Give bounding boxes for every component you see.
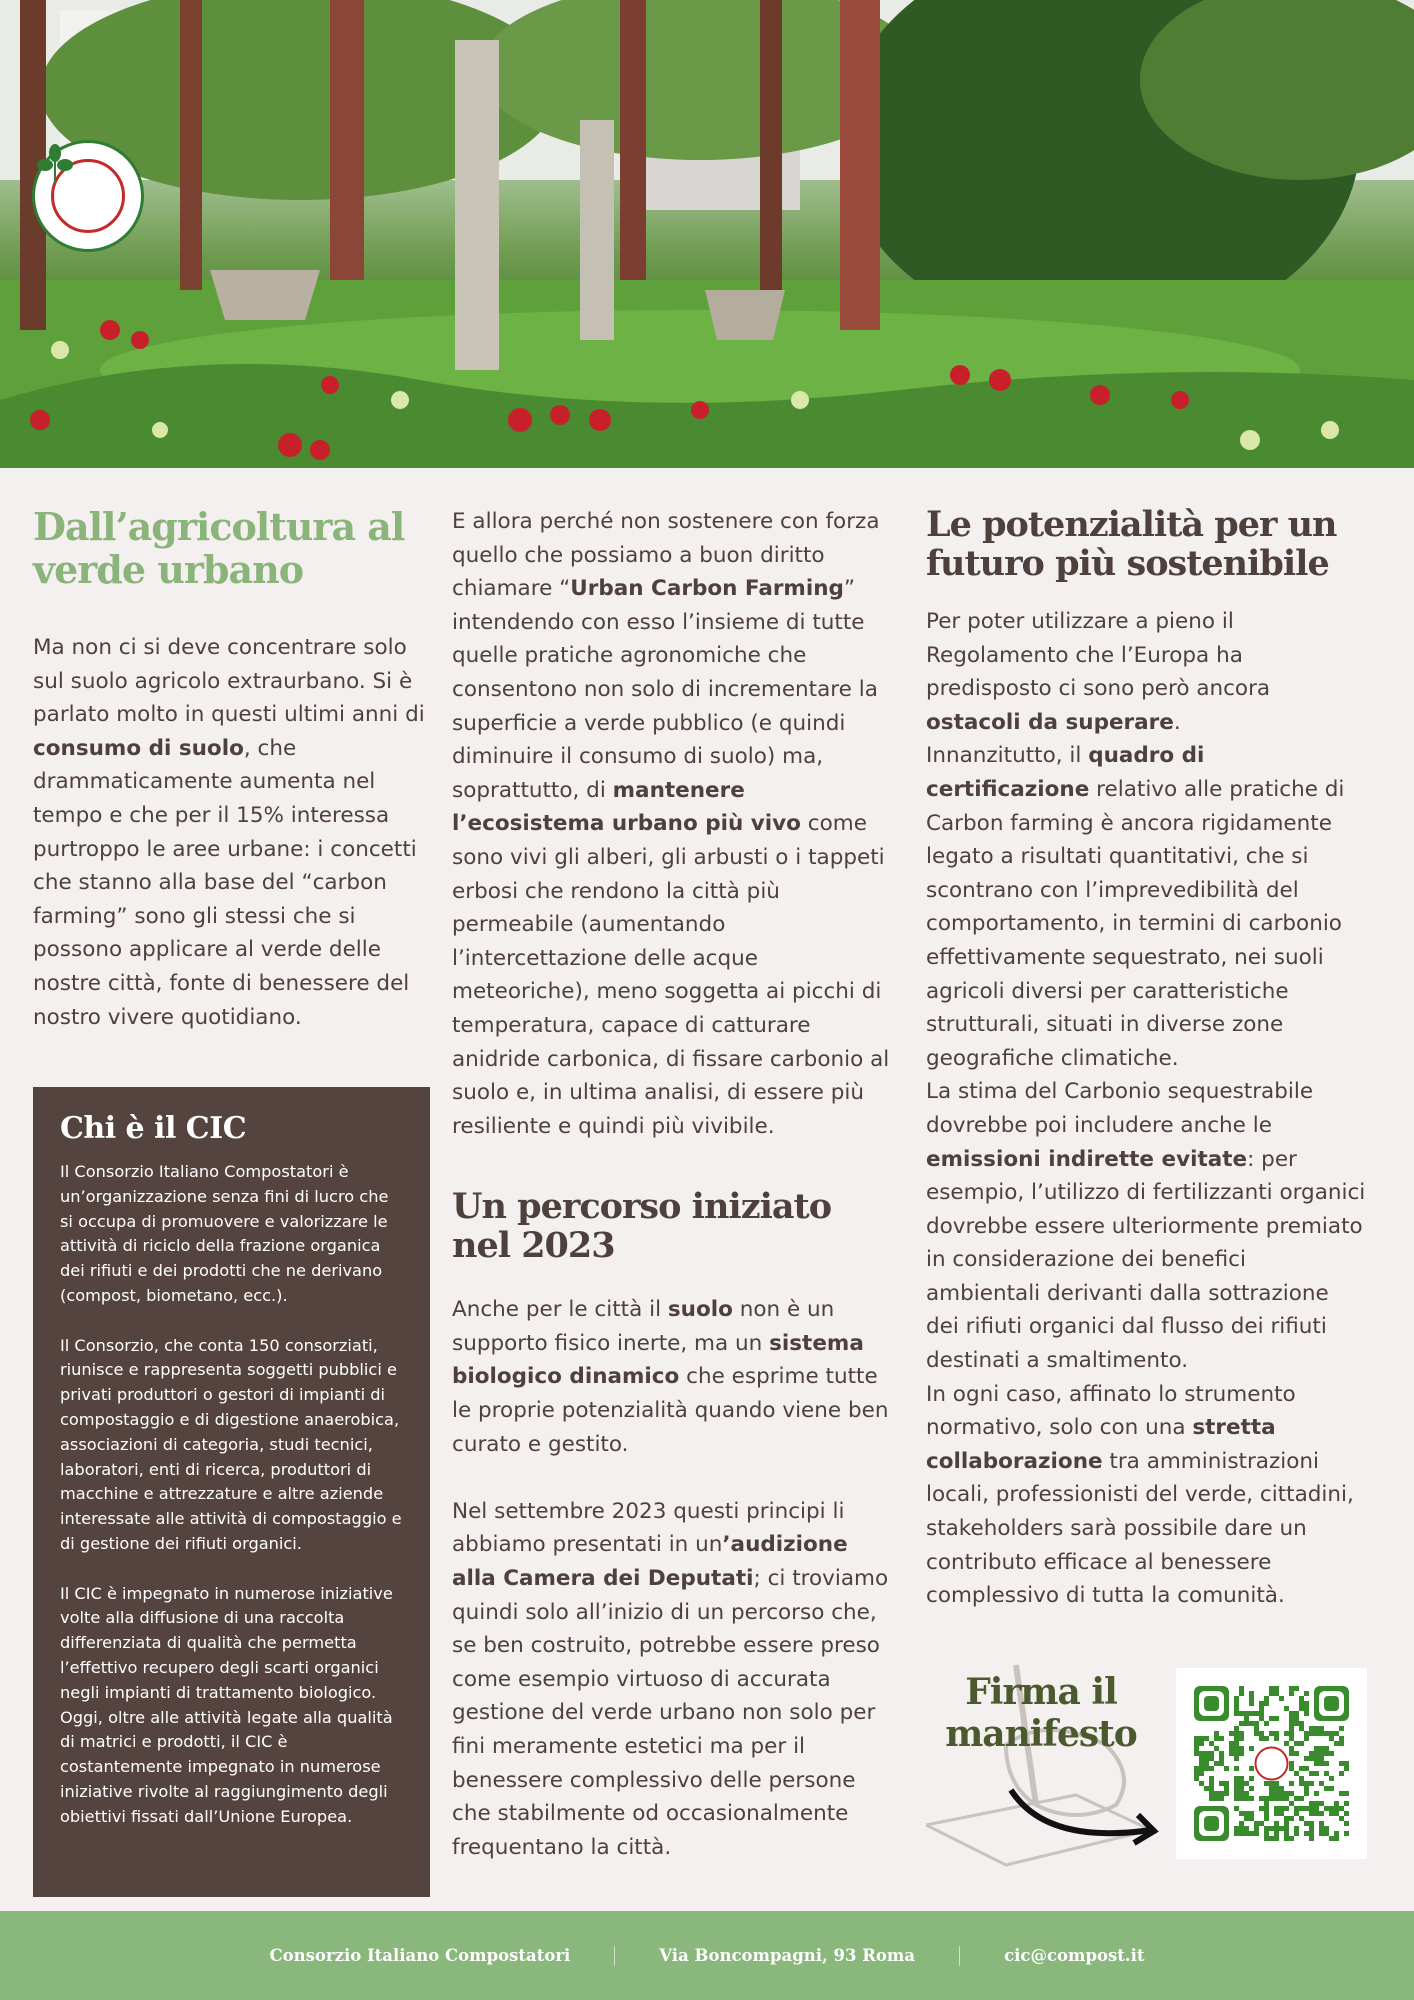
paragraph-urban-carbon-farming: E allora perché non sostenere con forza quello che possiamo a buon diritto chiamare “Urban Carbon Farming” intendendo con esso l’insieme di tutte quelle pratiche agronomiche che consentono non solo di incrementare la superficie a verde pubblico (e quindi diminuire il consumo di suolo) ma, soprattutto, di mantenere l’ecosistema urbano più vivo come sono vivi gli alberi, gli arbusti o i tappeti erbosi che rendono la città più permeabile (aumentando l’intercettazione delle acque meteoriche), meno soggetta ai picchi di temperatura, capace di catturare anidride carbonica, di fissare carbonio al suolo e, in ultima analisi, di essere più resiliente e quindi più vivibile. (452, 509, 890, 1139)
footer-organization: Consorzio Italiano Compostatori (269, 1946, 571, 1965)
cic-logo (32, 140, 144, 252)
bold-text: quadro di certificazione (926, 743, 1205, 802)
garden-illustration (0, 0, 1414, 468)
cic-paragraph-1: Il Consorzio Italiano Compostatori è un’organizzazione senza fini di lucro che si occupa di promuovere e valorizzare le attività di riciclo della frazione organica dei rifiuti e dei prodotti che ne derivano (compost, biometano, ecc.). (60, 1162, 389, 1305)
bold-text: ostacoli da superare (926, 709, 1174, 735)
paragraph-ostacoli: Per poter utilizzare a pieno il Regolamento che l’Europa ha predisposto ci sono però ancora ostacoli da superare. Innanzitutto, il quadro di certificazione relativo alle pratiche di Carbon farming è ancora rigidamente legato a risultati quantitativi, che si scontrano con l’imprevedibilità del comportamento, in termini di carbonio effettivamente sequestrato, nei suoli agricoli diversi per caratteristiche strutturali, situati in diverse zone geografiche climatiche. La stima del Carbonio sequestrabile dovrebbe poi includere anche le emissioni indirette evitate: per esempio, l’utilizzo di fertilizzanti organici dovrebbe essere ulteriormente premiato in considerazione dei benefici ambientali derivanti dalla sottrazione dei rifiuti organici dal flusso dei rifiuti destinati a smaltimento. In ogni caso, affinato lo strumento normativo, solo con una stretta collaborazione tra amministrazioni locali, professionisti del verde, cittadini, stakeholders sarà possibile dare un contributo efficace al benessere complessivo di tutta la comunità. (926, 609, 1366, 1609)
section-title-agricoltura: Dall’agricoltura al verde urbano (33, 504, 405, 592)
cic-paragraph-3: Il CIC è impegnato in numerose iniziative volte alla diffusione di una raccolta differenziata di qualità che permetta l’effettivo recupero degli scarti organici negli impianti di trattamento biologico. Oggi, oltre alle attività legate alla qualità di matrici e prodotti, il CIC è costantemente impegnato in numerose iniziative rivolte al raggiungimento degli obiettivi fissati dall’Unione Europea. (60, 1583, 393, 1826)
paragraph-audizione: Nel settembre 2023 questi principi li abbiamo presentati in un’audizione alla Camera dei Deputati; ci troviamo quindi solo all’inizio di un percorso che, se ben costruito, potrebbe essere preso come esempio virtuoso di accurata gestione del verde urbano non solo per fini meramente estetici ma per il benessere complessivo delle persone che stabilmente od occasionalmente frequentano la città. (452, 1498, 889, 1860)
footer (0, 1911, 1414, 2000)
column-middle (452, 505, 892, 1864)
cic-box-title: Chi è il CIC (60, 1111, 247, 1146)
section-title-percorso: Un percorso iniziato nel 2023 (452, 1186, 832, 1267)
bold-text: mantenere l’ecosistema urbano più vivo (452, 777, 801, 837)
cic-info-box (33, 1087, 430, 1897)
bold-text: ’audizione alla Camera dei Deputati (452, 1532, 848, 1592)
bold-text: stretta collaborazione (926, 1415, 1276, 1474)
bold-text: emissioni indirette evitate (926, 1146, 1248, 1172)
leaf-icon (51, 159, 125, 233)
column-left (33, 505, 433, 1034)
section-title-potenzialita: Le potenzialità per un futuro più sostenibile (926, 504, 1337, 584)
column-right (926, 505, 1366, 1613)
sign-manifesto-title[interactable]: Firma il manifesto (945, 1671, 1137, 1755)
qr-code-icon (1194, 1686, 1349, 1841)
footer-email[interactable]: cic@compost.it (1004, 1946, 1145, 1965)
qr-code[interactable] (1176, 1668, 1367, 1859)
footer-address: Via Boncompagni, 93 Roma (659, 1946, 916, 1965)
footer-divider (959, 1946, 960, 1966)
bold-text: consumo di suolo (33, 735, 244, 761)
bold-text: suolo (667, 1297, 733, 1323)
bold-text: sistema biologico dinamico (452, 1330, 864, 1390)
sign-manifesto-cta[interactable] (926, 1655, 1166, 1875)
cic-paragraph-2: Il Consorzio, che conta 150 consorziati, riunisce e rappresenta soggetti pubblici e privati produttori o gestori di impianti di compostaggio e di digestione anaerobica, associazioni di categoria, studi tecnici, laboratori, enti di ricerca, produttori di macchine e attrezzature e altre aziende interessate alle attività di compostaggio e di gestione dei rifiuti organici. (60, 1335, 402, 1553)
hero-garden-photo (0, 0, 1414, 468)
bold-text: Urban Carbon Farming (570, 576, 844, 602)
paragraph-suolo: Anche per le città il suolo non è un supporto fisico inerte, ma un sistema biologico dinamico che esprime tutte le proprie potenzialità quando viene ben curato e gestito. (452, 1297, 889, 1457)
footer-divider (614, 1946, 615, 1966)
paragraph-consumo-suolo: Ma non ci si deve concentrare solo sul suolo agricolo extraurbano. Si è parlato molto in questi ultimi anni di consumo di suolo, che drammaticamente aumenta nel tempo e che per il 15% interessa purtroppo le aree urbane: i concetti che stanno alla base del “carbon farming” sono gli stessi che si possono applicare al verde delle nostre città, fonte di benessere del nostro vivere quotidiano. (33, 635, 425, 1030)
